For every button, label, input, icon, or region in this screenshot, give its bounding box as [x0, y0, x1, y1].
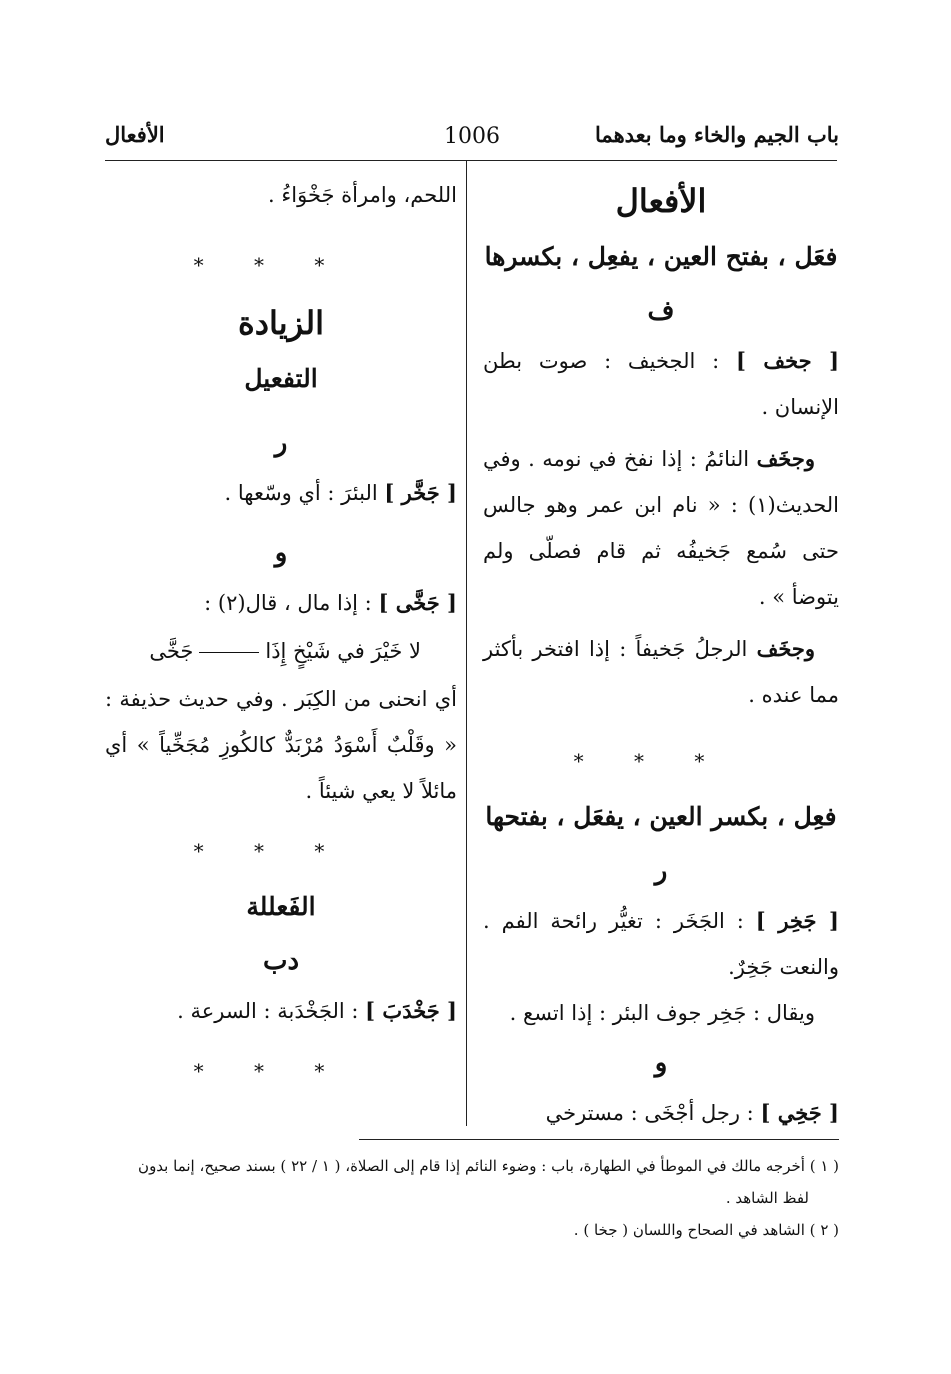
entry-jakhkha [105, 580, 457, 626]
left-title: الزيادة [238, 304, 324, 342]
headword: [ جخف ] [736, 348, 839, 373]
headword: [ جَخْدَبَ ] [365, 998, 457, 1023]
entry-explanation: أي انحنى من الكِبَر . وفي حديث حذيفة : « وقَلْبٌ أَسْوَدُ مُرْبَدٌّ كالكُوزِ مُجَخِّياً » أي مائلاً لا يعي شيئاً . [105, 687, 457, 803]
separator-stars: * * * [573, 749, 727, 773]
verse-first-part: لا خَيْرَ في شَيْخٍ إِذَا [265, 639, 421, 663]
left-subtitle-1: التفعيل [244, 364, 318, 393]
headword: [ جَخِر ] [755, 908, 839, 933]
separator-stars: * * * [193, 839, 347, 863]
right-letter-3: و [654, 1048, 668, 1078]
headword: وجخَف [756, 446, 815, 471]
entry-text: : رجل أجْخَى : مسترخي [545, 1101, 754, 1125]
entry-jakhi [483, 1090, 839, 1136]
headword: وجخَف [756, 636, 815, 661]
poetry-verse [105, 626, 457, 676]
separator-stars: * * * [193, 1059, 347, 1083]
left-letter-2: و [274, 538, 288, 568]
entry-text: البئرَ : أي وسّعها . [224, 481, 378, 505]
entry-text: الرجلُ جَخيفاً : إذا افتخر بأكثر مما عنده . [483, 637, 839, 707]
verse-gap [199, 652, 259, 653]
entry-continuation: اللحم، وامرأة جَخْوَاءُ . [268, 183, 457, 207]
right-subtitle-2: فعِل ، بكسر العين ، يفعَل ، بفتحها [485, 802, 837, 831]
footnote-2: ( ٢ ) الشاهد في الصحاح واللسان ( جخا ) . [573, 1221, 839, 1239]
entry-text: : الجخيف : صوت بطن الإنسان . [483, 349, 839, 419]
separator-stars: * * * [193, 253, 347, 277]
headword: [ جَخِي ] [760, 1100, 839, 1125]
page-header [105, 118, 839, 158]
column-divider [466, 160, 467, 1126]
entry-jakhkhar [105, 470, 457, 516]
left-subtitle-2: الفَعللة [246, 892, 316, 921]
left-letter-1: ر [274, 428, 288, 458]
left-letter-3: دب [262, 946, 300, 976]
footnotes [113, 1150, 839, 1246]
page-number: 1006 [444, 124, 500, 149]
right-column [483, 172, 839, 1136]
right-title: الأفعال [615, 182, 707, 220]
section-title: باب الجيم والخاء وما بعدهما [595, 122, 839, 147]
headword: [ جَخَّر ] [384, 480, 457, 505]
footnote-1: ( ١ ) أخرجه مالك في الموطأ في الطهارة، باب : وضوء النائم إذا قام إلى الصلاة، ( ١ / ٢٢ ) بسند صحيح، إنما بدون [138, 1157, 839, 1175]
entry-text: : الجَخَر : تغيُّر رائحة الفم . والنعت جَخِرٌ. [483, 909, 839, 979]
entry-jakhafa-naim [483, 436, 839, 620]
header-rule [105, 160, 837, 161]
chapter-title: الأفعال [105, 122, 165, 147]
entry-text: : الجَخْدَبة : السرعة . [177, 999, 359, 1023]
entry-jakhf [483, 338, 839, 430]
footnote-1-continuation: لفظ الشاهد . [725, 1189, 809, 1207]
right-subtitle-1: فعَل ، بفتح العين ، يفعِل ، بكسرها [484, 242, 838, 271]
entry-text: : إذا مال ، قال(٢) : [204, 591, 372, 615]
left-column [105, 172, 457, 1100]
right-letter-1: ف [647, 296, 675, 326]
entry-jakhir [483, 898, 839, 990]
headword: [ جَخَّى ] [378, 590, 457, 615]
verse-second-part: جَخَّى [149, 639, 194, 663]
footnote-rule [359, 1139, 839, 1140]
right-letter-2: ر [654, 856, 668, 886]
entry-text: النائمُ : إذا نفخ في نومه . وفي الحديث(١) : « نام ابن عمر وهو جالس حتى سُمع جَخيفُه ثم قام فصلّى ولم يتوضأ » . [483, 447, 839, 609]
entry-jakhdab [105, 988, 457, 1034]
entry-jakhir-bir: ويقال : جَخِر جوف البئر : إذا اتسع . [509, 1001, 815, 1025]
entry-jakhafa-rajul [483, 626, 839, 718]
